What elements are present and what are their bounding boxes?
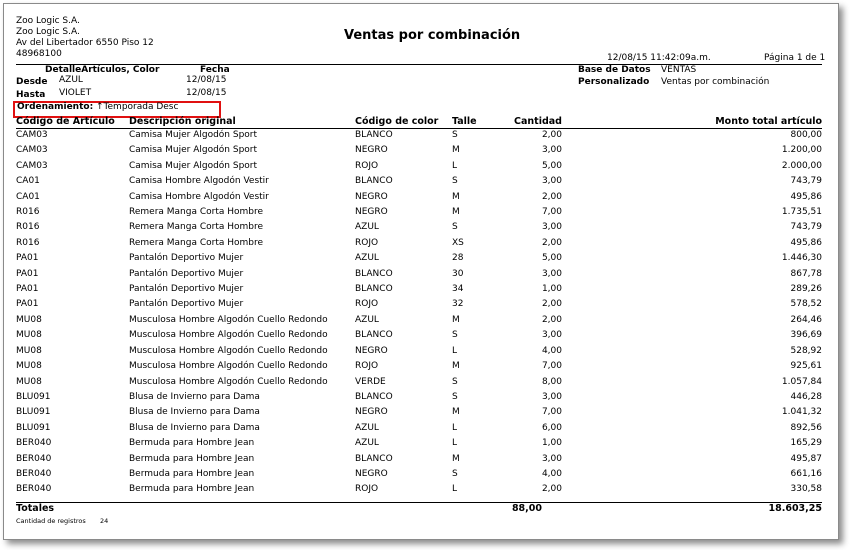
cell-codigo-articulo: BER040 — [16, 438, 52, 449]
cell-descripcion: Musculosa Hombre Algodón Cuello Redondo — [129, 361, 328, 372]
cell-codigo-articulo: MU08 — [16, 376, 42, 387]
cell-codigo-color: ROJO — [355, 299, 379, 310]
cell-talle: 32 — [452, 299, 464, 310]
cell-codigo-articulo: R016 — [16, 222, 40, 233]
cell-codigo-color: BLANCO — [355, 391, 393, 402]
cell-codigo-color: AZUL — [355, 253, 379, 264]
company-block — [16, 16, 154, 60]
cell-cantidad: 3,00 — [541, 268, 562, 279]
report-title: Ventas por combinación — [344, 28, 521, 43]
col-monto: Monto total artículo — [715, 116, 822, 127]
cell-codigo-articulo: CAM03 — [16, 145, 48, 156]
cell-talle: M — [452, 407, 460, 418]
cell-codigo-color: BLANCO — [355, 268, 393, 279]
cell-monto: 495,86 — [790, 237, 822, 248]
cell-descripcion: Pantalón Deportivo Mujer — [129, 253, 244, 264]
cell-descripcion: Musculosa Hombre Algodón Cuello Redondo — [129, 376, 328, 387]
cell-cantidad: 2,00 — [541, 299, 562, 310]
cell-cantidad: 4,00 — [541, 345, 562, 356]
table-row — [16, 282, 822, 297]
cell-codigo-articulo: BER040 — [16, 453, 52, 464]
cell-talle: L — [452, 345, 458, 356]
ordenamiento-label: Ordenamiento: — [17, 102, 94, 112]
cell-codigo-color: VERDE — [355, 376, 386, 387]
cell-monto: 867,78 — [790, 268, 822, 279]
cell-codigo-color: BLANCO — [355, 453, 393, 464]
cell-talle: L — [452, 160, 458, 171]
company-name-1: Zoo Logic S.A. — [16, 16, 80, 26]
cell-cantidad: 2,00 — [541, 130, 562, 140]
cell-talle: L — [452, 484, 458, 495]
cell-talle: S — [452, 330, 458, 341]
cell-codigo-color: NEGRO — [355, 407, 388, 418]
table-row — [16, 159, 822, 174]
table-row — [16, 375, 822, 390]
cell-monto: 743,79 — [790, 176, 822, 187]
cell-codigo-color: NEGRO — [355, 145, 388, 156]
report-page — [3, 3, 839, 540]
cell-codigo-color: AZUL — [355, 438, 379, 449]
cell-talle: S — [452, 391, 458, 402]
cell-talle: S — [452, 130, 458, 140]
records-count-label: Cantidad de registros — [16, 517, 86, 525]
table-row — [16, 344, 822, 359]
cell-talle: M — [452, 191, 460, 202]
cell-monto: 578,52 — [790, 299, 822, 310]
col-codigo-color: Código de color — [355, 116, 439, 127]
company-name-2: Zoo Logic S.A. — [16, 27, 80, 37]
cell-codigo-color: AZUL — [355, 314, 379, 325]
col-cantidad: Cantidad — [514, 116, 562, 127]
totals-monto: 18.603,25 — [768, 503, 822, 514]
cell-talle: L — [452, 438, 458, 449]
desde-label: Desde — [16, 77, 48, 87]
totals-cantidad: 88,00 — [511, 503, 542, 514]
cell-talle: M — [452, 361, 460, 372]
cell-descripcion: Remera Manga Corta Hombre — [129, 237, 264, 248]
cell-cantidad: 7,00 — [541, 207, 562, 218]
cell-descripcion: Bermuda para Hombre Jean — [129, 484, 255, 495]
cell-cantidad: 3,00 — [541, 145, 562, 156]
cell-descripcion: Musculosa Hombre Algodón Cuello Redondo — [129, 330, 328, 341]
cell-descripcion: Blusa de Invierno para Dama — [129, 407, 260, 418]
col-codigo-articulo: Código de Artículo — [16, 116, 115, 127]
cell-codigo-color: BLANCO — [355, 330, 393, 341]
company-phone: 48968100 — [16, 49, 62, 59]
cell-cantidad: 7,00 — [541, 361, 562, 372]
fecha-label: Fecha — [200, 65, 230, 75]
cell-monto: 330,58 — [790, 484, 822, 495]
cell-codigo-articulo: BLU091 — [16, 422, 51, 433]
cell-monto: 495,87 — [790, 453, 822, 464]
cell-descripcion: Musculosa Hombre Algodón Cuello Redondo — [129, 345, 328, 356]
cell-cantidad: 8,00 — [541, 376, 562, 387]
cell-monto: 800,00 — [790, 130, 822, 140]
cell-talle: 34 — [452, 284, 464, 295]
cell-cantidad: 2,00 — [541, 191, 562, 202]
table-row — [16, 452, 822, 467]
cell-cantidad: 3,00 — [541, 222, 562, 233]
cell-codigo-articulo: BER040 — [16, 468, 52, 479]
cell-codigo-articulo: MU08 — [16, 345, 42, 356]
hasta-label: Hasta — [16, 90, 46, 100]
cell-talle: L — [452, 422, 458, 433]
cell-cantidad: 7,00 — [541, 407, 562, 418]
cell-descripcion: Bermuda para Hombre Jean — [129, 453, 255, 464]
cell-talle: S — [452, 176, 458, 187]
cell-codigo-color: AZUL — [355, 222, 379, 233]
cell-cantidad: 6,00 — [541, 422, 562, 433]
cell-monto: 495,86 — [790, 191, 822, 202]
cell-descripcion: Remera Manga Corta Hombre — [129, 222, 264, 233]
cell-monto: 165,29 — [790, 438, 822, 449]
cell-monto: 396,69 — [790, 330, 822, 341]
cell-monto: 289,26 — [790, 284, 822, 295]
totals-divider — [16, 502, 822, 503]
cell-descripcion: Camisa Mujer Algodón Sport — [129, 145, 258, 156]
cell-codigo-articulo: CA01 — [16, 176, 40, 187]
cell-monto: 892,56 — [790, 422, 822, 433]
cell-codigo-color: BLANCO — [355, 176, 393, 187]
cell-codigo-color: ROJO — [355, 484, 379, 495]
cell-codigo-articulo: MU08 — [16, 314, 42, 325]
cell-codigo-articulo: PA01 — [16, 253, 39, 264]
cell-codigo-articulo: BER040 — [16, 484, 52, 495]
cell-cantidad: 5,00 — [541, 160, 562, 171]
cell-monto: 1.735,51 — [781, 207, 822, 218]
cell-talle: 28 — [452, 253, 464, 264]
col-talle: Talle — [452, 116, 477, 127]
table-row — [16, 436, 822, 451]
cell-talle: S — [452, 222, 458, 233]
cell-talle: 30 — [452, 268, 464, 279]
table-row — [16, 405, 822, 420]
cell-codigo-articulo: R016 — [16, 207, 40, 218]
cell-descripcion: Bermuda para Hombre Jean — [129, 438, 255, 449]
table-row — [16, 267, 822, 282]
cell-monto: 446,28 — [790, 391, 822, 402]
column-header-divider — [16, 128, 822, 129]
cell-talle: M — [452, 145, 460, 156]
table-row — [16, 328, 822, 343]
col-descripcion: Descripción original — [129, 116, 236, 127]
cell-descripcion: Blusa de Invierno para Dama — [129, 422, 260, 433]
cell-cantidad: 2,00 — [541, 484, 562, 495]
cell-descripcion: Pantalón Deportivo Mujer — [129, 299, 244, 310]
table-row — [16, 220, 822, 235]
cell-talle: S — [452, 376, 458, 387]
cell-codigo-color: ROJO — [355, 237, 379, 248]
table-row — [16, 251, 822, 266]
cell-codigo-articulo: MU08 — [16, 361, 42, 372]
cell-descripcion: Musculosa Hombre Algodón Cuello Redondo — [129, 314, 328, 325]
cell-cantidad: 4,00 — [541, 468, 562, 479]
cell-codigo-articulo: CAM03 — [16, 160, 48, 171]
desde-value: AZUL — [59, 75, 83, 85]
detail-label: DetalleArtículos, Color — [45, 65, 160, 75]
table-row — [16, 190, 822, 205]
cell-codigo-articulo: PA01 — [16, 268, 39, 279]
cell-codigo-color: ROJO — [355, 361, 379, 372]
cell-cantidad: 2,00 — [541, 237, 562, 248]
cell-talle: XS — [452, 237, 464, 248]
table-header-row — [16, 116, 822, 128]
cell-monto: 1.446,30 — [781, 253, 822, 264]
cell-cantidad: 5,00 — [541, 253, 562, 264]
table-row — [16, 359, 822, 374]
cell-monto: 264,46 — [790, 314, 822, 325]
hasta-value: VIOLET — [59, 88, 92, 98]
personalizado-value: Ventas por combinación — [661, 77, 770, 87]
page-number: Página 1 de 1 — [764, 53, 826, 63]
cell-codigo-articulo: CA01 — [16, 191, 40, 202]
cell-codigo-color: ROJO — [355, 160, 379, 171]
cell-codigo-color: NEGRO — [355, 207, 388, 218]
table-row — [16, 236, 822, 251]
cell-codigo-articulo: PA01 — [16, 284, 39, 295]
cell-talle: M — [452, 453, 460, 464]
cell-codigo-articulo: BLU091 — [16, 391, 51, 402]
cell-monto: 2.000,00 — [781, 160, 822, 171]
cell-codigo-color: AZUL — [355, 422, 379, 433]
cell-monto: 925,61 — [790, 361, 822, 372]
cell-monto: 661,16 — [790, 468, 822, 479]
table-row — [16, 205, 822, 220]
cell-descripcion: Camisa Mujer Algodón Sport — [129, 130, 258, 140]
cell-codigo-articulo: BLU091 — [16, 407, 51, 418]
cell-descripcion: Bermuda para Hombre Jean — [129, 468, 255, 479]
cell-codigo-articulo: R016 — [16, 237, 40, 248]
table-row — [16, 482, 822, 497]
table-row — [16, 313, 822, 328]
cell-cantidad: 2,00 — [541, 314, 562, 325]
cell-codigo-articulo: CAM03 — [16, 130, 48, 140]
personalizado-label: Personalizado — [578, 77, 650, 87]
cell-cantidad: 3,00 — [541, 391, 562, 402]
base-datos-label: Base de Datos — [578, 65, 651, 75]
cell-descripcion: Camisa Hombre Algodón Vestir — [129, 176, 269, 187]
records-count-value: 24 — [100, 517, 109, 525]
report-date-time: 12/08/15 11:42:09a.m. — [607, 53, 711, 63]
table-row — [16, 297, 822, 312]
company-address: Av del Libertador 6550 Piso 12 — [16, 38, 154, 48]
cell-codigo-articulo: MU08 — [16, 330, 42, 341]
cell-descripcion: Pantalón Deportivo Mujer — [129, 284, 244, 295]
cell-descripcion: Pantalón Deportivo Mujer — [129, 268, 244, 279]
base-datos-value: VENTAS — [661, 65, 697, 75]
cell-talle: M — [452, 314, 460, 325]
cell-descripcion: Camisa Hombre Algodón Vestir — [129, 191, 269, 202]
cell-cantidad: 3,00 — [541, 176, 562, 187]
cell-talle: S — [452, 468, 458, 479]
cell-descripcion: Remera Manga Corta Hombre — [129, 207, 264, 218]
cell-monto: 528,92 — [790, 345, 822, 356]
cell-cantidad: 1,00 — [541, 284, 562, 295]
cell-codigo-color: BLANCO — [355, 130, 393, 140]
sales-table — [16, 116, 822, 498]
cell-cantidad: 3,00 — [541, 453, 562, 464]
totals-label: Totales — [16, 503, 55, 514]
cell-codigo-color: BLANCO — [355, 284, 393, 295]
table-row — [16, 421, 822, 436]
cell-cantidad: 1,00 — [541, 438, 562, 449]
table-row — [16, 174, 822, 189]
cell-monto: 1.041,32 — [781, 407, 822, 418]
hasta-date: 12/08/15 — [186, 88, 227, 98]
cell-monto: 1.057,84 — [781, 376, 822, 387]
table-row — [16, 143, 822, 158]
cell-monto: 1.200,00 — [781, 145, 822, 156]
cell-descripcion: Blusa de Invierno para Dama — [129, 391, 260, 402]
cell-codigo-color: NEGRO — [355, 191, 388, 202]
ordenamiento-value: ↑Temporada Desc — [96, 102, 179, 112]
cell-cantidad: 3,00 — [541, 330, 562, 341]
cell-codigo-color: NEGRO — [355, 468, 388, 479]
desde-date: 12/08/15 — [186, 75, 227, 85]
table-row — [16, 467, 822, 482]
table-row — [16, 128, 822, 143]
cell-monto: 743,79 — [790, 222, 822, 233]
table-row — [16, 390, 822, 405]
cell-descripcion: Camisa Mujer Algodón Sport — [129, 160, 258, 171]
cell-talle: M — [452, 207, 460, 218]
cell-codigo-color: NEGRO — [355, 345, 388, 356]
cell-codigo-articulo: PA01 — [16, 299, 39, 310]
